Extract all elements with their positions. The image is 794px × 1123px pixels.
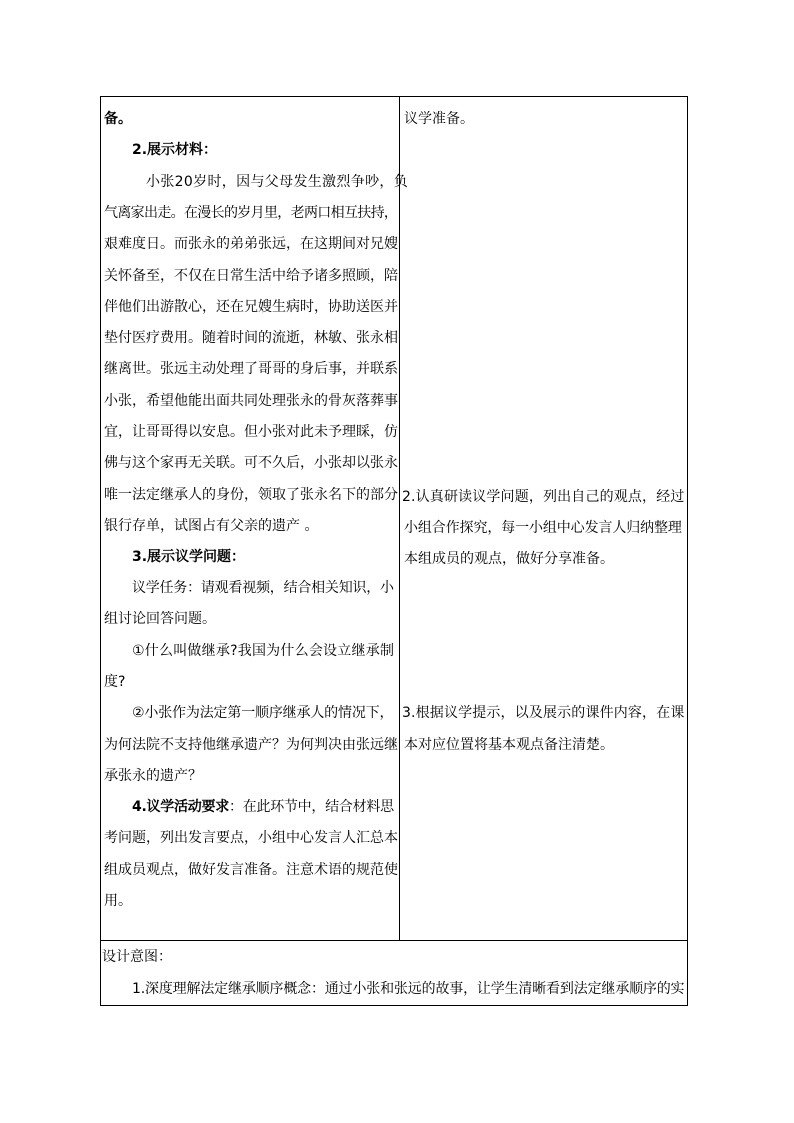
text-run: 银行存单，试图占有父亲的遗产 。 [104,518,319,534]
right-line: 本组成员的观点，做好分享准备。 [404,551,614,567]
text-run: 度? [104,674,126,690]
left-line [104,517,318,535]
left-line [104,360,398,378]
text-run: 小张20岁时，因与父母发生激烈争吵，负 [146,174,409,190]
left-line [104,767,202,785]
left-line [104,392,398,410]
left-line [104,454,398,472]
left-line [132,798,394,816]
text-run: 用。 [104,893,132,909]
text-run: 艰难度日。而张永的弟弟张远，在这期间对兄嫂 [104,236,398,252]
left-line [104,892,132,910]
bold-run: 备。 [104,111,132,127]
design-intent-heading: 设计意图： [102,949,172,965]
left-line [146,173,408,191]
text-run: 垫付医疗费用。随着时间的流逝，林敏、张永相 [104,330,398,346]
text-run: ②小张作为法定第一顺序继承人的情况下， [132,705,394,721]
right-line: 2.认真研读议学问题，列出自己的观点，经过 [402,489,685,505]
lesson-table [100,96,688,1006]
left-line [104,423,398,441]
left-line [104,110,132,128]
left-line [104,329,398,347]
left-line [132,141,217,159]
text-run: 考问题，列出发言要点，小组中心发言人汇总本 [104,830,398,846]
bold-run: 2.展示材料： [132,142,218,158]
left-line [104,267,398,285]
left-line [104,235,398,253]
left-line [104,673,125,691]
left-line [132,548,245,566]
left-line [104,486,398,504]
left-line [104,861,398,879]
right-line: 本对应位置将基本观点备注清楚。 [404,737,614,753]
right-line: 3.根据议学提示，以及展示的课件内容，在课 [402,705,685,721]
text-run: 组成员观点，做好发言准备。注意术语的规范使 [104,862,398,878]
left-line [132,579,394,597]
left-line [104,610,216,628]
text-run: ：在此环节中，结合材料思 [228,799,394,815]
text-run: 小张，希望他能出面共同处理张永的骨灰落葬事 [104,393,398,409]
text-run: ①什么叫做继承?我国为什么会设立继承制 [132,643,395,659]
text-run: 为何法院不支持他继承遗产？为何判决由张远继 [104,737,398,753]
left-line [104,736,398,754]
column-divider [399,96,400,940]
design-intent-line: 1.深度理解法定继承顺序概念：通过小张和张远的故事，让学生清晰看到法定继承顺序的实 [132,981,685,997]
text-run: 组讨论回答问题。 [104,611,216,627]
left-line [104,829,398,847]
text-run: 宜，让哥哥得以安息。但小张对此未予理睬，仿 [104,424,398,440]
left-line [132,704,393,722]
text-run: 议学任务：请观看视频，结合相关知识，小 [132,580,394,596]
right-line: 议学准备。 [404,111,474,127]
text-run: 承张永的遗产？ [104,768,202,784]
left-line [132,642,394,660]
left-line [104,298,398,316]
text-run: 关怀备至，不仅在日常生活中给予诸多照顾，陪 [104,268,398,284]
row-divider [100,940,688,941]
text-run: 佛与这个家再无关联。可不久后，小张却以张永 [104,455,398,471]
text-run: 唯一法定继承人的身份，领取了张永名下的部分 [104,487,398,503]
text-run: 伴他们出游散心，还在兄嫂生病时，协助送医并 [104,299,398,315]
bold-run: 3.展示议学问题： [132,549,246,565]
bold-run: 4.议学活动要求 [132,799,229,815]
left-line [104,204,397,222]
text-run: 气离家出走。在漫长的岁月里，老两口相互扶持， [104,205,398,221]
text-run: 继离世。张远主动处理了哥哥的身后事，并联系 [104,361,398,377]
right-line: 小组合作探究，每一小组中心发言人归纳整理 [404,520,682,536]
